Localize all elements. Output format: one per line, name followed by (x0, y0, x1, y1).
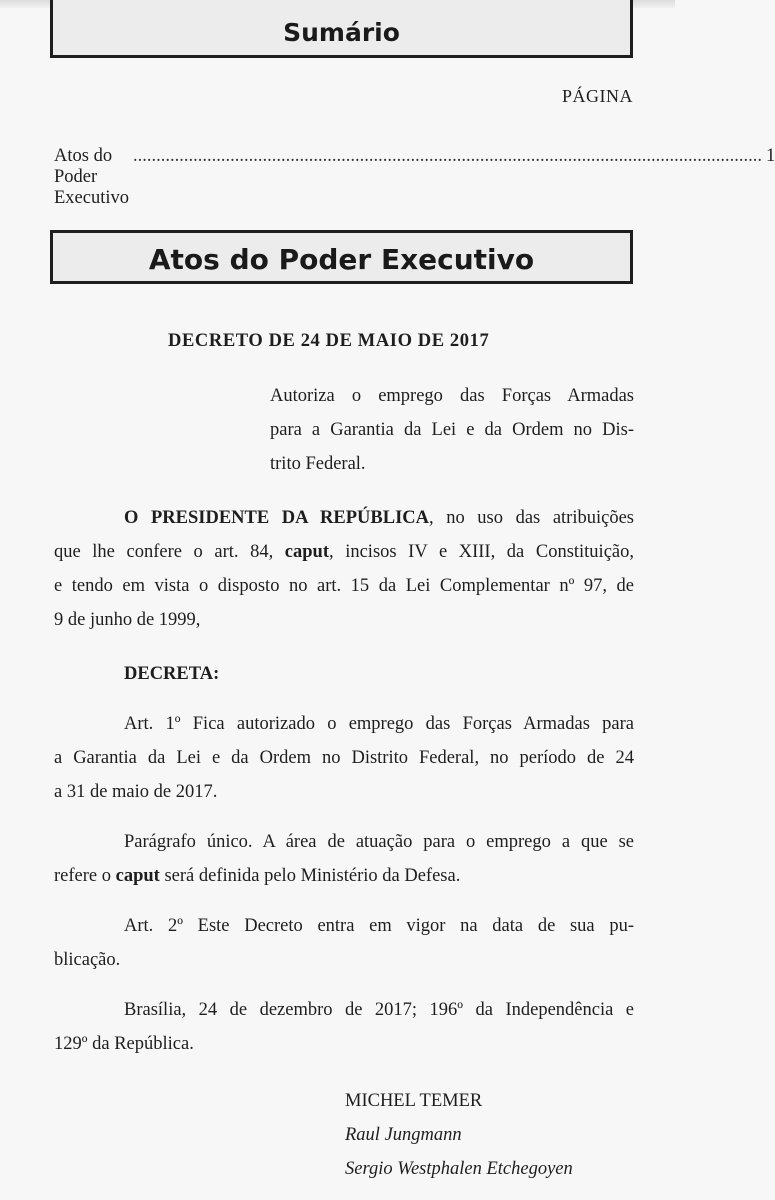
article-line: Art. 1º Fica autorizado o emprego das Forças Armadas para (124, 714, 634, 734)
minister-signature: Raul Jungmann (345, 1125, 462, 1145)
section-header: Atos do Poder Executivo (50, 230, 633, 284)
paragraph-line: Parágrafo único. A área de atuação para o emprego a que se (124, 832, 634, 852)
article-line: a 31 de maio de 2017. (54, 782, 218, 802)
summary-header: Sumário (50, 0, 633, 58)
caput-term: caput (115, 866, 160, 886)
preamble-text: , no uso das atribuições (429, 508, 634, 528)
ementa-line: para a Garantia da Lei e da Ordem no Dis- (270, 420, 634, 440)
paragraph-text: refere o (54, 866, 116, 886)
toc-entry-page: 1 (766, 146, 775, 166)
paragraph-text: será definida pelo Ministério da Defesa. (159, 866, 461, 886)
preamble-text: , incisos IV e XIII, da Constituição, (329, 542, 634, 562)
preamble-line (124, 505, 634, 531)
paragraph-line (54, 863, 460, 889)
preamble-line (54, 539, 634, 565)
president-signature: MICHEL TEMER (345, 1091, 483, 1111)
toc-entry-label[interactable]: Atos do Poder Executivo (54, 146, 130, 208)
article-line: Art. 2º Este Decreto entra em vigor na data de sua pu- (124, 916, 634, 936)
toc-entry[interactable] (54, 146, 775, 209)
preamble-text: que lhe confere o art. 84, (54, 542, 285, 562)
page-column-label: PÁGINA (561, 86, 633, 106)
preamble-line: e tendo em vista o disposto no art. 15 da Lei Complementar nº 97, de (54, 576, 634, 596)
toc-leader-dots: ........................................................................................................................................ (133, 146, 762, 166)
closing-line: Brasília, 24 de dezembro de 2017; 196º da Independência e (124, 1000, 634, 1020)
decreta-heading: DECRETA: (124, 664, 220, 684)
minister-signature: Sergio Westphalen Etchegoyen (345, 1159, 573, 1179)
article-line: a Garantia da Lei e da Ordem no Distrito Federal, no período de 24 (54, 748, 634, 768)
decree-title: DECRETO DE 24 DE MAIO DE 2017 (168, 331, 490, 351)
preamble-line: 9 de junho de 1999, (54, 610, 201, 630)
ementa-line: Autoriza o emprego das Forças Armadas (270, 386, 634, 406)
closing-line: 129º da República. (54, 1034, 194, 1054)
article-line: blicação. (54, 950, 121, 970)
caput-term: caput (284, 542, 329, 562)
president-title: O PRESIDENTE DA REPÚBLICA (124, 508, 430, 528)
ementa-line: trito Federal. (270, 454, 366, 474)
